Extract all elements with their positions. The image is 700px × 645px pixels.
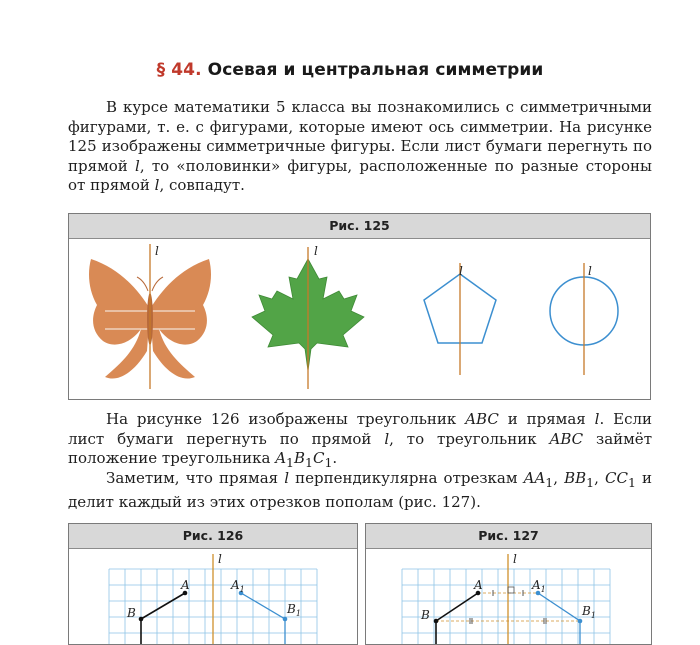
- paragraph-intro: В курсе математики 5 класса вы познакомились с симметричными фигурами, т. е. с фигурами, которые имеют ось симметрии. На рисунке 125 изображены симметричные фигуры. Если лист бумаги перегнуть по прямой l, то «половинки» фигуры, расположенные по разные стороны от прямой l, совпадут.: [68, 98, 652, 194]
- figure-125-drawing: [69, 239, 650, 399]
- figure-126: [68, 523, 358, 645]
- label-b1-127: $B_1$: [582, 604, 596, 620]
- section-number: § 44.: [156, 60, 202, 80]
- axis-127-label: l: [513, 552, 517, 566]
- section-heading: [0, 60, 700, 80]
- circle-axis-label: l: [588, 264, 592, 278]
- axis-126-label: l: [218, 552, 222, 566]
- grid-127: [402, 569, 610, 644]
- point-b1: [283, 617, 288, 622]
- label-a-127: A: [474, 578, 483, 592]
- label-a: A: [181, 578, 190, 592]
- leaf-axis-label: l: [314, 244, 318, 258]
- right-angle-mark: [508, 587, 514, 593]
- label-b-127: B: [421, 608, 430, 622]
- pentagon-axis-label: l: [459, 264, 463, 278]
- section-title: Осевая и центральная симметрии: [207, 60, 544, 80]
- label-b1: $B_1$: [287, 602, 301, 618]
- point-b: [139, 617, 144, 622]
- label-b: B: [127, 606, 136, 620]
- figure-127: [365, 523, 652, 645]
- point-b-127: [434, 619, 439, 624]
- figure-125: [68, 213, 651, 400]
- figure-127-caption: Рис. 127: [366, 524, 651, 549]
- label-a1-127: $A_1$: [532, 578, 546, 594]
- point-b1-127: [578, 619, 583, 624]
- butterfly-axis-label: l: [155, 244, 159, 258]
- figure-126-caption: Рис. 126: [69, 524, 357, 549]
- label-a1: $A_1$: [231, 578, 245, 594]
- paragraph-fig126: На рисунке 126 изображены треугольник ABC и прямая l. Если лист бумаги перегнуть по прямой l, то треугольник ABC займёт положение треугольника $A_1B_1C_1$.: [68, 410, 652, 470]
- paragraph-fig127: Заметим, что прямая l перпендикулярна отрезкам $AA_1$, $BB_1$, $CC_1$ и делит каждый из этих отрезков пополам (рис. 127).: [68, 469, 652, 511]
- figure-125-caption: Рис. 125: [69, 214, 650, 239]
